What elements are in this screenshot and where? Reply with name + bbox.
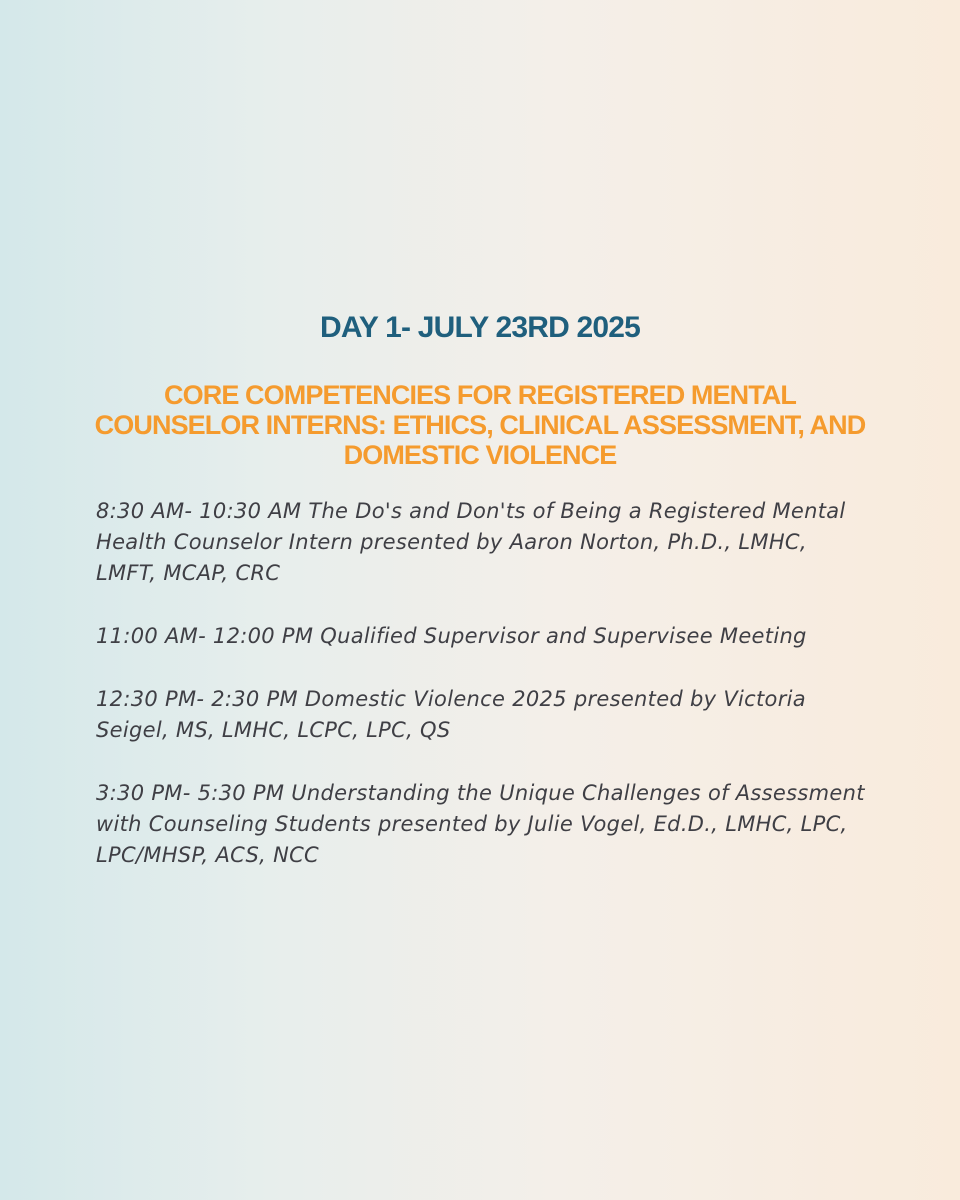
session-item-3: 12:30 PM- 2:30 PM Domestic Violence 2025 presented by Victoria Seigel, MS, LMHC, LCPC, LPC, QS <box>96 687 806 742</box>
session-item-4: 3:30 PM- 5:30 PM Understanding the Unique Challenges of Assessment with Counseling Students presented by Julie Vogel, Ed.D., LMHC, LPC, LPC/MHSP, ACS, NCC <box>96 781 865 867</box>
session-item-2: 11:00 AM- 12:00 PM Qualified Supervisor and Supervisee Meeting <box>96 624 807 648</box>
schedule-content <box>0 310 960 903</box>
session-item-1: 8:30 AM- 10:30 AM The Do's and Don'ts of Being a Registered Mental Health Counselor Intern presented by Aaron Norton, Ph.D., LMHC, LMFT, MCAP, CRC <box>96 499 846 585</box>
day-title: DAY 1- JULY 23RD 2025 <box>319 311 641 344</box>
session-list <box>96 496 866 871</box>
event-subtitle: CORE COMPETENCIES FOR REGISTERED MENTAL COUNSELOR INTERNS: ETHICS, CLINICAL ASSESSMENT, AND DOMESTIC VIOLENCE <box>94 380 866 470</box>
